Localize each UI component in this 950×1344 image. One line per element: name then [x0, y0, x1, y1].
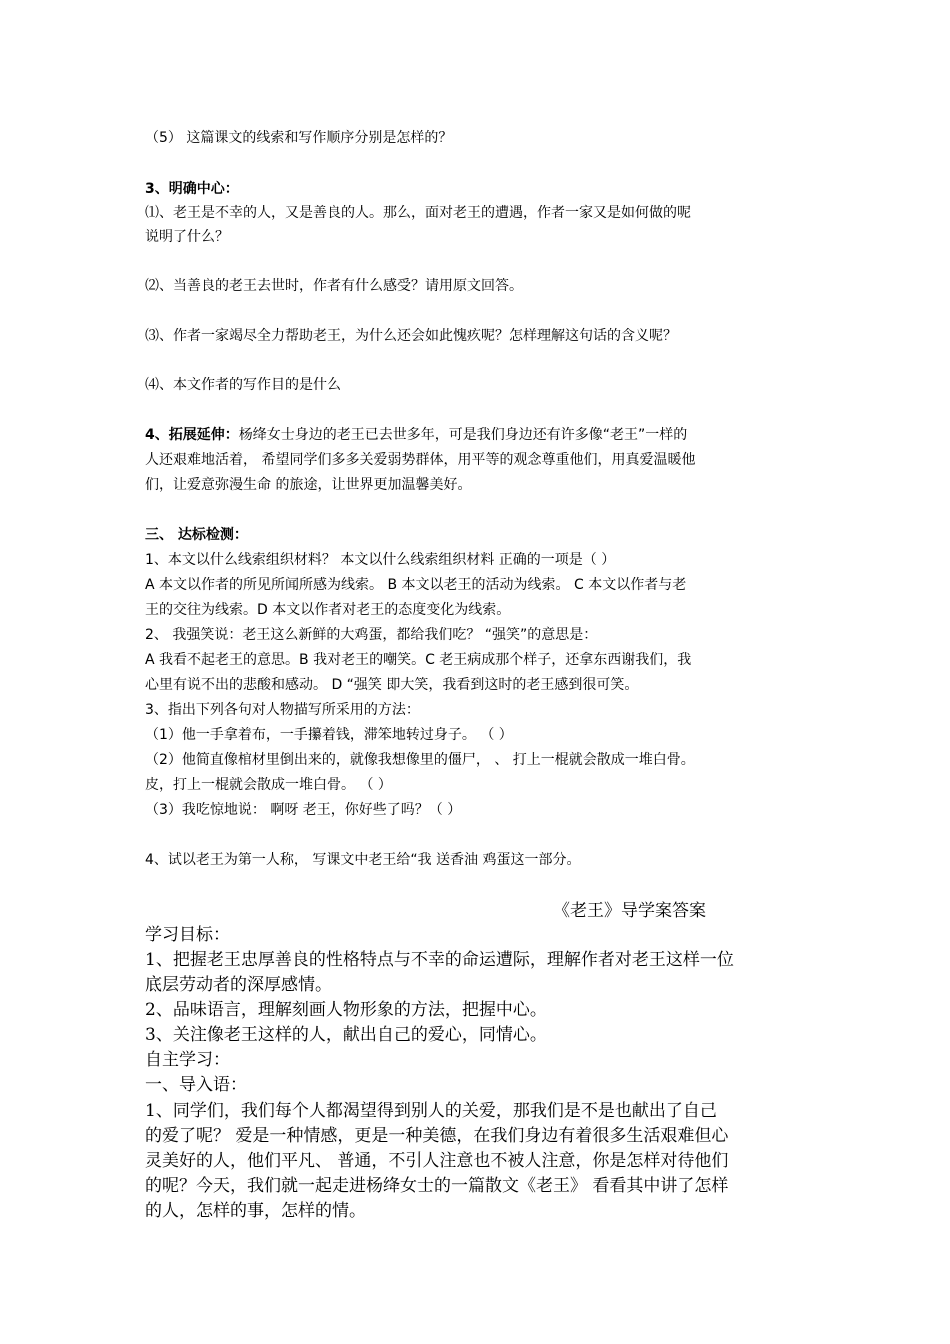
intro-heading: 一、导入语： — [145, 1075, 247, 1095]
section-heading-clarify-center: 3、明确中心： — [145, 181, 239, 197]
assessment-line-3: 王的交往为线索。D 本文以作者对老王的态度变化为线索。 — [145, 602, 511, 618]
extension-line-3: 们，让爱意弥漫生命 的旅途，让世界更加温馨美好。 — [145, 477, 472, 493]
center-question-2: ⑵、当善良的老王去世时，作者有什么感受？请用原文回答。 — [145, 278, 523, 294]
center-question-1-line-2: 说明了什么？ — [145, 229, 229, 245]
goals-heading: 学习目标： — [145, 925, 230, 945]
assessment-line-12: 4、试以老王为第一人称， 写课文中老王给“我 送香油 鸡蛋这一部分。 — [145, 852, 581, 868]
assessment-line-8: （1）他一手拿着布，一手攥着钱，滞笨地转过身子。 （ ） — [145, 727, 513, 743]
intro-paragraph-line-1: 1、同学们，我们每个人都渴望得到别人的关爱，那我们是不是也献出了自己 — [145, 1101, 717, 1121]
self-study-heading: 自主学习： — [145, 1050, 230, 1070]
intro-paragraph-line-3: 灵美好的人，他们平凡、 普通，不引人注意也不被人注意，你是怎样对待他们 — [145, 1151, 729, 1171]
extension-line-2: 人还艰难地活着， 希望同学们多多关爱弱势群体，用平等的观念尊重他们，用真爱温暖他 — [145, 452, 696, 468]
assessment-line-9: （2）他简直像棺材里倒出来的，就像我想像里的僵尸， 、 打上一棍就会散成一堆白骨。 — [145, 752, 695, 768]
assessment-line-1: 1、本文以什么线索组织材料？ 本文以什么线索组织材料 正确的一项是（ ） — [145, 552, 616, 568]
goal-3: 3、关注像老王这样的人，献出自己的爱心，同情心。 — [145, 1025, 547, 1045]
question-5: （5） 这篇课文的线索和写作顺序分别是怎样的？ — [145, 130, 453, 146]
assessment-line-2: A 本文以作者的所见所闻所感为线索。 B 本文以老王的活动为线索。 C 本文以作者与老 — [145, 577, 687, 593]
intro-paragraph-line-4: 的呢？今天，我们就一起走进杨绛女士的一篇散文《老王》 看看其中讲了怎样 — [145, 1176, 729, 1196]
section-heading-assessment: 三、 达标检测： — [145, 527, 248, 543]
goal-1-line-2: 底层劳动者的深厚感情。 — [145, 975, 332, 995]
intro-paragraph-line-2: 的爱了呢？ 爱是一种情感，更是一种美德，在我们身边有着很多生活艰难但心 — [145, 1126, 729, 1146]
intro-paragraph-line-5: 的人，怎样的事，怎样的情。 — [145, 1201, 366, 1221]
goal-2: 2、品味语言，理解刻画人物形象的方法，把握中心。 — [145, 1000, 547, 1020]
center-question-3: ⑶、作者一家竭尽全力帮助老王，为什么还会如此愧疚呢？怎样理解这句话的含义呢？ — [145, 328, 677, 344]
answers-title: 《老王》导学案答案 — [553, 901, 706, 921]
assessment-line-5: A 我看不起老王的意思。B 我对老王的嘲笑。C 老王病成那个样子，还拿东西谢我们，我 — [145, 652, 692, 668]
assessment-line-6: 心里有说不出的悲酸和感动。 D “强笑 即大笑，我看到这时的老王感到很可笑。 — [145, 677, 639, 693]
assessment-line-10: 皮，打上一棍就会散成一堆白骨。 （ ） — [145, 777, 392, 793]
center-question-1-line-1: ⑴、老王是不幸的人，又是善良的人。那么，面对老王的遭遇，作者一家又是如何做的呢 — [145, 205, 691, 221]
assessment-line-11: （3）我吃惊地说： 啊呀 老王，你好些了吗？（ ） — [145, 802, 462, 818]
center-question-4: ⑷、本文作者的写作目的是什么 — [145, 377, 341, 393]
extension-line-1 — [145, 424, 687, 446]
goal-1-line-1: 1、把握老王忠厚善良的性格特点与不幸的命运遭际，理解作者对老王这样一位 — [145, 950, 734, 970]
assessment-line-7: 3、指出下列各句对人物描写所采用的方法： — [145, 702, 420, 718]
extension-label: 4、拓展延伸： — [145, 427, 239, 443]
assessment-line-4: 2、 我强笑说：老王这么新鲜的大鸡蛋，都给我们吃？ “强笑”的意思是： — [145, 627, 598, 643]
extension-text: 杨绛女士身边的老王已去世多年，可是我们身边还有许多像“老王”一样的 — [238, 427, 688, 443]
